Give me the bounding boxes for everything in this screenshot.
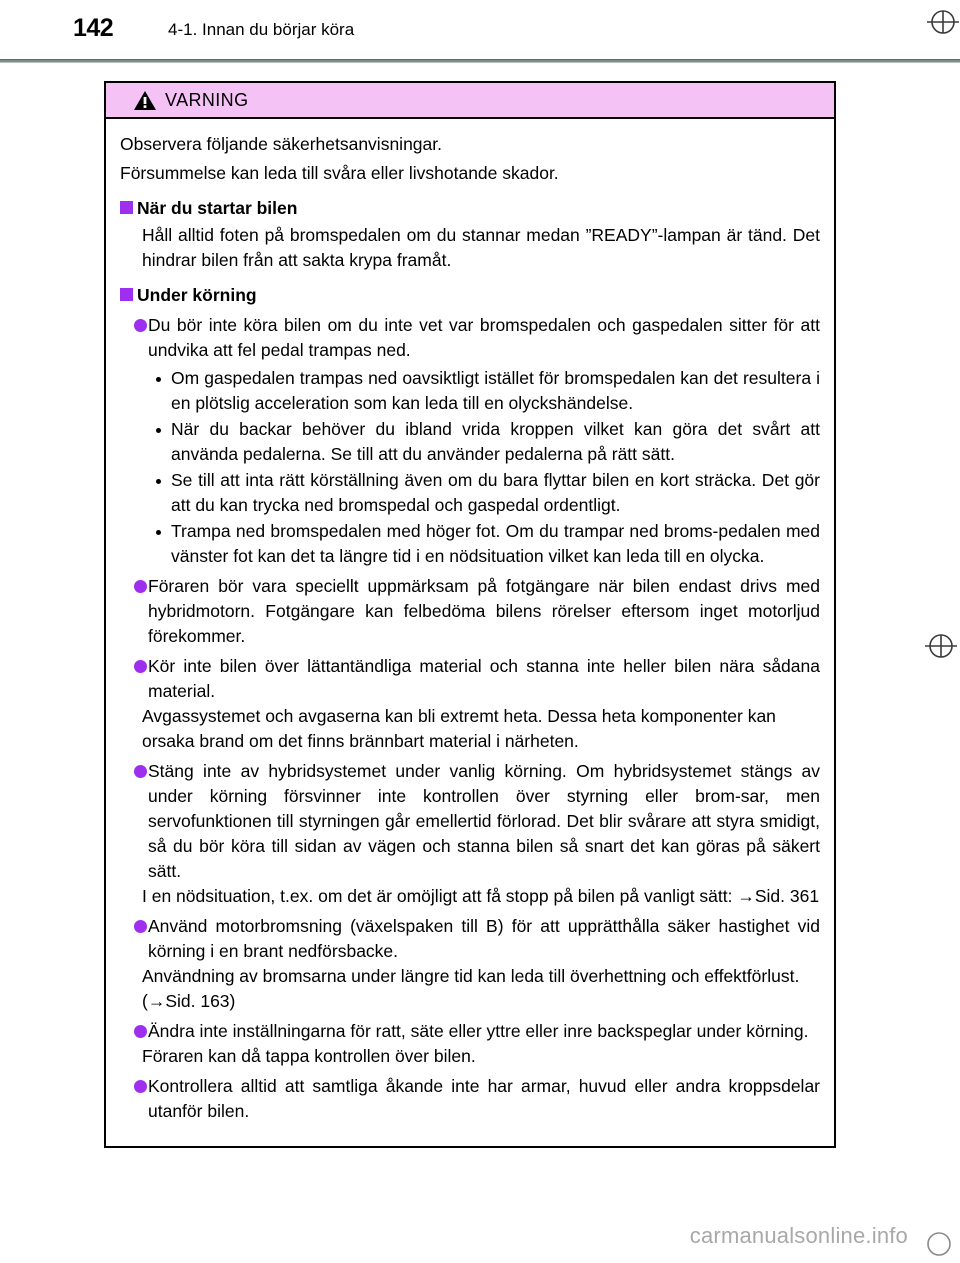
list-item	[134, 1074, 820, 1124]
dot-bullet-icon	[156, 377, 161, 382]
section-heading-while-driving	[120, 283, 820, 308]
list-item-text: Använd motorbromsning (växelspaken till B) för att upprätthålla säker hastighet vid körning i en brant nedförsbacke.	[148, 916, 820, 961]
list-item-text: Kör inte bilen över lättantändliga material och stanna inte heller bilen nära sådana material.	[148, 656, 820, 701]
section-heading-label: När du startar bilen	[137, 198, 298, 218]
warning-title: VARNING	[165, 89, 249, 110]
sub-list	[156, 366, 820, 569]
registration-mark-icon	[922, 1227, 956, 1261]
dot-bullet-icon	[156, 479, 161, 484]
round-bullet-icon	[134, 580, 147, 593]
dot-bullet-icon	[156, 428, 161, 433]
round-bullet-icon	[134, 660, 147, 673]
list-item-text: Stäng inte av hybridsystemet under vanlig körning. Om hybridsystemet stängs av under körning försvinner inte kontrollen över styrning eller brom-sar, men servofunktionen till styrningen går emellertid förlorad. Det blir svårare att styra smidigt, så du bör köra till sidan av vägen och stanna bilen så snart det kan göras på säkert sätt.	[148, 761, 820, 881]
round-bullet-icon	[134, 1025, 147, 1038]
section-heading-label: Under körning	[137, 285, 257, 305]
list-item	[134, 1019, 820, 1044]
warning-box	[104, 81, 836, 1148]
section-heading-start-car	[120, 196, 820, 221]
sub-list-item	[156, 519, 820, 569]
round-bullet-icon	[134, 920, 147, 933]
list-item	[134, 654, 820, 704]
list-item-text: Kontrollera alltid att samtliga åkande inte har armar, huvud eller andra kroppsdelar utanför bilen.	[148, 1076, 820, 1121]
list-item-text: Ändra inte inställningarna för ratt, säte eller yttre eller inre backspeglar under körning.	[148, 1021, 809, 1041]
sub-list-item-text: När du backar behöver du ibland vrida kroppen vilket kan göra det svårt att använda pedalerna. Se till att du använder pedalerna på rätt sätt.	[171, 419, 820, 464]
registration-mark-icon	[924, 629, 958, 663]
list-item	[134, 759, 820, 884]
sub-list-item-text: Om gaspedalen trampas ned oavsiktligt istället för bromspedalen kan det resultera i en plötslig acceleration som kan leda till en olyckshändelse.	[171, 368, 820, 413]
warning-lead-line: Försummelse kan leda till svåra eller livshotande skador.	[120, 163, 559, 183]
registration-mark-icon	[926, 5, 960, 39]
warning-box-body	[106, 119, 834, 1146]
header-divider	[0, 59, 960, 63]
list-item	[134, 313, 820, 363]
list-item-extra-text: I en nödsituation, t.ex. om det är omöjligt att få stopp på bilen på vanligt sätt: →Sid. 361	[142, 886, 820, 906]
list-item-extra-text: Användning av bromsarna under längre tid kan leda till överhettning och effektförlust. (→Sid. 163)	[142, 966, 800, 1011]
square-bullet-icon	[120, 201, 133, 214]
round-bullet-icon	[134, 765, 147, 778]
page-header	[0, 14, 960, 54]
warning-triangle-icon	[134, 91, 156, 110]
watermark: carmanualsonline.info	[689, 1223, 908, 1248]
square-bullet-icon	[120, 288, 133, 301]
sub-list-item	[156, 417, 820, 467]
dot-bullet-icon	[156, 530, 161, 535]
list-item-text: Föraren bör vara speciellt uppmärksam på fotgängare när bilen endast drivs med hybridmotorn. Fotgängare kan felbedöma bilens rörelser eftersom inget motorljud förekommer.	[148, 576, 820, 646]
sub-list-item	[156, 366, 820, 416]
section-paragraph: Håll alltid foten på bromspedalen om du stannar medan ”READY”-lampan är tänd. Det hindrar bilen från att sakta krypa framåt.	[142, 225, 820, 270]
section-title: 4-1. Innan du börjar köra	[168, 20, 355, 39]
sub-list-item	[156, 468, 820, 518]
list-item	[134, 574, 820, 649]
list-item-extra-text: Föraren kan då tappa kontrollen över bilen.	[142, 1046, 476, 1066]
page-number: 142	[73, 14, 114, 42]
warning-box-header	[106, 83, 834, 119]
sub-list-item-text: Se till att inta rätt körställning även om du bara flyttar bilen en kort sträcka. Det gör att du kan trycka ned bromspedal och gaspedal ordentligt.	[171, 470, 820, 515]
sub-list-item-text: Trampa ned bromspedalen med höger fot. Om du trampar ned broms-pedalen med vänster fot kan det ta längre tid i en nödsituation vilket kan leda till en olycka.	[171, 521, 820, 566]
list-item	[134, 914, 820, 964]
round-bullet-icon	[134, 1080, 147, 1093]
round-bullet-icon	[134, 319, 147, 332]
warning-lead-line: Observera följande säkerhetsanvisningar.	[120, 134, 442, 154]
list-item-text: Du bör inte köra bilen om du inte vet var bromspedalen och gaspedalen sitter för att undvika att fel pedal trampas ned.	[148, 315, 820, 360]
list-item-extra-text: Avgassystemet och avgaserna kan bli extremt heta. Dessa heta komponenter kan orsaka brand om det finns brännbart material i närheten.	[142, 706, 776, 751]
